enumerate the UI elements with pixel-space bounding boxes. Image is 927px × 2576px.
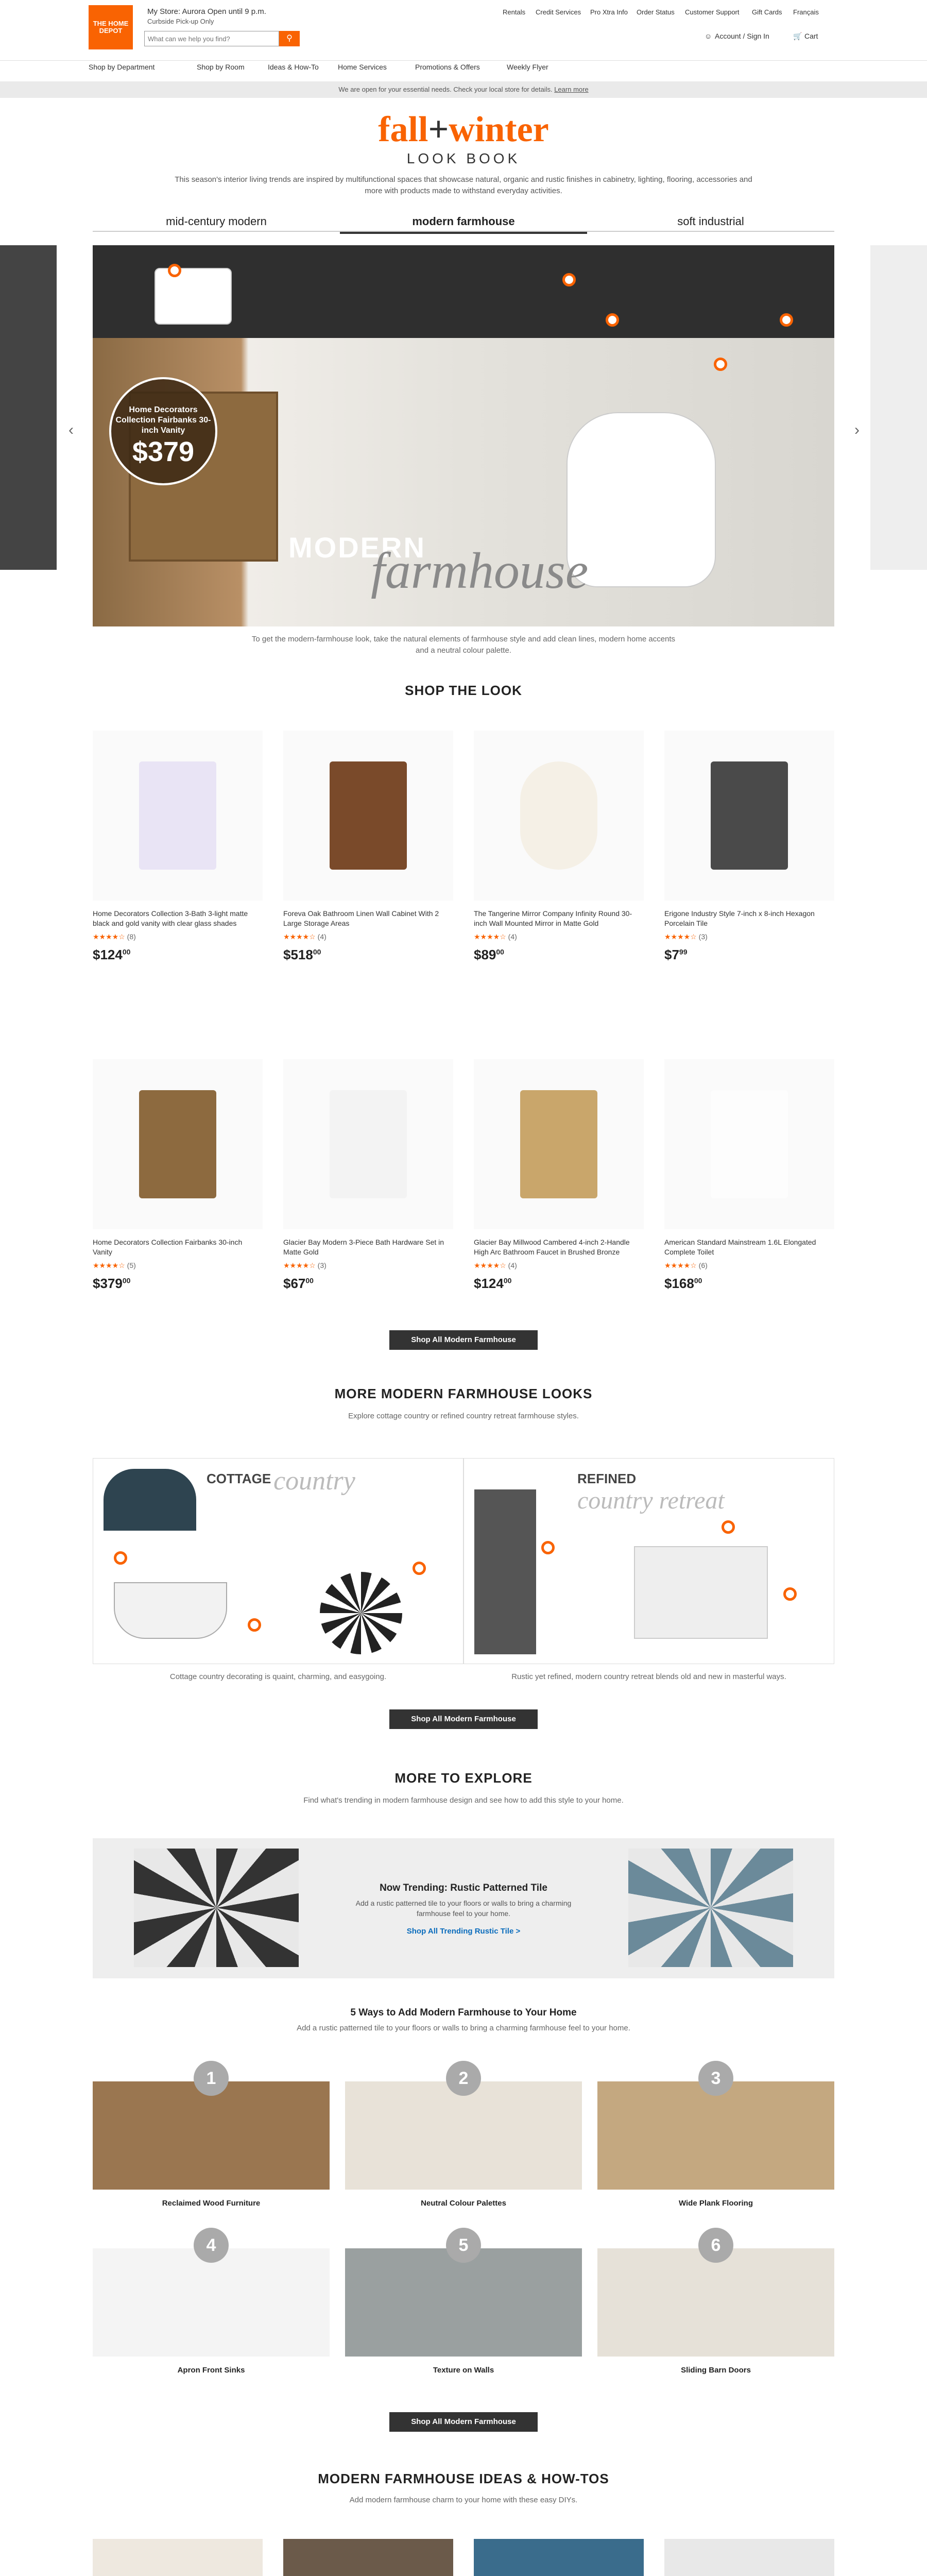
product-price [93, 947, 263, 963]
util-link-pro[interactable]: Pro Xtra Info [590, 8, 628, 16]
ways-subtitle: Add a rustic patterned tile to your floors or walls to bring a charming farmhouse feel to your home. [297, 2024, 630, 2032]
shop-all-button[interactable]: Shop All Modern Farmhouse [389, 1330, 538, 1350]
overlay-farmhouse: farmhouse [371, 542, 589, 599]
product-image[interactable] [474, 1059, 644, 1229]
rating-stars-icon: ★★★★☆ (4) [474, 1261, 517, 1269]
way-image[interactable] [345, 2248, 582, 2357]
explore-title: MORE TO EXPLORE [394, 1770, 533, 1786]
review-count: (4) [317, 933, 327, 941]
hotspot-icon[interactable] [562, 273, 576, 286]
product-price [664, 1276, 834, 1292]
cart-icon[interactable]: 🛒 [793, 32, 802, 40]
step-number: 6 [698, 2228, 733, 2263]
intro-text: This season's interior living trends are inspired by multifunctional spaces that showcase natural, organic and rustic finishes in cabinetry, lighting, flooring, accessories and more with products made to withstand everyday activities. [175, 175, 752, 195]
product-name[interactable]: Foreva Oak Bathroom Linen Wall Cabinet With 2 Large Storage Areas [283, 909, 439, 927]
product-image[interactable] [93, 731, 263, 901]
price-cents: 00 [122, 1276, 131, 1285]
price-dollars: $124 [93, 947, 123, 962]
product-price [474, 947, 644, 963]
title-fall: fall [378, 110, 428, 149]
way-image[interactable] [93, 2248, 330, 2357]
price-dollars: $518 [283, 947, 313, 962]
tab-modern-farmhouse[interactable]: modern farmhouse [340, 211, 587, 234]
price-dollars: $7 [664, 947, 679, 962]
price-cents: 99 [679, 947, 688, 956]
price-dollars: $89 [474, 947, 496, 962]
util-link-support[interactable]: Customer Support [685, 8, 740, 16]
hotspot-icon[interactable] [780, 313, 793, 327]
price-dollars: $67 [283, 1276, 306, 1291]
price-dollars: $168 [664, 1276, 694, 1291]
way-label[interactable]: Wide Plank Flooring [678, 2199, 753, 2208]
hero-sink [154, 268, 232, 325]
look-book-subtitle: LOOK BOOK [406, 150, 521, 166]
product-price [664, 947, 834, 963]
hotspot-icon[interactable] [114, 1551, 127, 1565]
hotspot-icon[interactable] [722, 1520, 735, 1534]
product-image[interactable] [664, 1059, 834, 1229]
way-image[interactable] [597, 2248, 834, 2357]
review-count: (3) [317, 1261, 327, 1269]
bed-image [634, 1546, 768, 1639]
hotspot-icon[interactable] [248, 1618, 261, 1632]
tile-image-right [628, 1849, 793, 1967]
way-label[interactable]: Reclaimed Wood Furniture [162, 2199, 261, 2208]
nav-weekly-flyer[interactable]: Weekly Flyer [507, 63, 548, 71]
fall-winter-title [0, 109, 927, 150]
tab-soft-industrial[interactable]: soft industrial [677, 215, 744, 228]
product-image[interactable] [664, 731, 834, 901]
refined-caption: Rustic yet refined, modern country retreat blends old and new in masterful ways. [511, 1672, 786, 1681]
rating-stars-icon: ★★★★☆ (8) [93, 933, 136, 941]
util-link-order-status[interactable]: Order Status [637, 8, 675, 16]
ideas-title: MODERN FARMHOUSE IDEAS & HOW-TOS [318, 2471, 609, 2486]
product-image[interactable] [283, 1059, 453, 1229]
product-photo [330, 761, 407, 870]
price-dollars: $379 [93, 1276, 123, 1291]
search-input[interactable] [144, 31, 279, 46]
product-name[interactable]: The Tangerine Mirror Company Infinity Round 30-inch Wall Mounted Mirror in Matte Gold [474, 909, 632, 927]
badge-title: Home Decorators Collection Fairbanks 30-inch Vanity [115, 405, 211, 435]
sink-image [114, 1582, 227, 1639]
more-looks-title: MORE MODERN FARMHOUSE LOOKS [334, 1386, 593, 1401]
cart-link[interactable]: Cart [804, 32, 818, 40]
review-count: (4) [508, 1261, 517, 1269]
store-subtext: Curbside Pick-up Only [147, 18, 214, 25]
promo-banner [0, 81, 927, 98]
price-cents: 00 [694, 1276, 702, 1285]
chevron-right-icon[interactable]: › [848, 415, 866, 446]
ideas-subtitle: Add modern farmhouse charm to your home with these easy DIYs. [349, 2496, 578, 2504]
refined-label: REFINED [577, 1471, 637, 1486]
review-count: (4) [508, 933, 517, 941]
badge-price: $379 [132, 436, 195, 467]
search-icon[interactable]: ⚲ [279, 31, 300, 46]
banner-text: Add a rustic patterned tile to your floors or walls to bring a charming farmhouse feel to your home. [355, 1899, 572, 1918]
prev-slide-preview [0, 245, 57, 570]
shop-look-title: SHOP THE LOOK [405, 683, 522, 698]
ways-title: 5 Ways to Add Modern Farmhouse to Your Home [350, 2007, 577, 2018]
tab-mid-century[interactable]: mid-century modern [166, 215, 267, 228]
shop-all-button[interactable]: Shop All Modern Farmhouse [389, 1709, 538, 1729]
idea-image[interactable] [474, 2539, 644, 2576]
product-image[interactable] [283, 731, 453, 901]
product-photo [711, 1090, 788, 1198]
cottage-label: COTTAGE [207, 1471, 271, 1486]
user-icon[interactable]: ☺ [705, 32, 712, 40]
step-number: 5 [446, 2228, 481, 2263]
hotspot-icon[interactable] [714, 358, 727, 371]
hero-price-badge[interactable] [109, 377, 217, 485]
hotspot-icon[interactable] [413, 1562, 426, 1575]
style-tabs [93, 211, 834, 232]
promo-link[interactable]: Learn more [554, 86, 589, 93]
trending-tile-banner[interactable] [93, 1838, 834, 1978]
banner-title: Now Trending: Rustic Patterned Tile [380, 1883, 547, 1893]
step-number: 2 [446, 2061, 481, 2096]
idea-image[interactable] [93, 2539, 263, 2576]
product-name[interactable]: Erigone Industry Style 7-inch x 8-inch Hexagon Porcelain Tile [664, 909, 815, 927]
nav-promotions[interactable]: Promotions & Offers [415, 63, 480, 71]
review-count: (3) [698, 933, 708, 941]
nav-shop-room[interactable]: Shop by Room [197, 63, 245, 71]
way-image[interactable] [345, 2081, 582, 2190]
more-looks-subtitle: Explore cottage country or refined country retreat farmhouse styles. [348, 1412, 579, 1420]
product-photo [330, 1090, 407, 1198]
product-photo [139, 761, 216, 870]
product-image[interactable] [474, 731, 644, 901]
price-dollars: $124 [474, 1276, 504, 1291]
curtain-image [474, 1489, 536, 1654]
idea-image[interactable] [283, 2539, 453, 2576]
explore-subtitle: Find what's trending in modern farmhouse design and see how to add this style to your home. [303, 1796, 624, 1805]
rating-stars-icon: ★★★★☆ (6) [664, 1261, 708, 1269]
nav-ideas[interactable]: Ideas & How-To [268, 63, 319, 71]
util-link-credit[interactable]: Credit Services [536, 8, 581, 16]
hotspot-icon[interactable] [606, 313, 619, 327]
price-cents: 00 [313, 947, 321, 956]
country-label: country [273, 1466, 355, 1496]
tile-image-left [134, 1849, 299, 1967]
nav-home-services[interactable]: Home Services [338, 63, 387, 71]
product-name[interactable]: Home Decorators Collection 3-Bath 3-light matte black and gold vanity with clear glass shades [93, 909, 248, 927]
rating-stars-icon: ★★★★☆ (3) [283, 1261, 327, 1269]
product-name[interactable]: Glacier Bay Modern 3-Piece Bath Hardware Set in Matte Gold [283, 1238, 444, 1256]
price-cents: 00 [305, 1276, 314, 1285]
product-name[interactable]: American Standard Mainstream 1.6L Elongated Complete Toilet [664, 1238, 816, 1256]
product-name[interactable]: Glacier Bay Millwood Cambered 4-inch 2-Handle High Arc Bathroom Faucet in Brushed Bronze [474, 1238, 630, 1256]
site-header [0, 0, 927, 61]
home-depot-logo[interactable]: THE HOME DEPOT [89, 5, 133, 49]
way-label[interactable]: Sliding Barn Doors [681, 2366, 751, 2375]
lamp-image [104, 1469, 196, 1531]
product-price [283, 947, 453, 963]
rating-stars-icon: ★★★★☆ (5) [93, 1261, 136, 1269]
price-cents: 00 [503, 1276, 512, 1285]
price-cents: 00 [122, 947, 131, 956]
product-price [474, 1276, 644, 1292]
review-count: (5) [127, 1261, 136, 1269]
util-link-french[interactable]: Français [793, 8, 819, 16]
next-slide-preview [870, 245, 927, 570]
step-number: 4 [194, 2228, 229, 2263]
country-retreat-label: country retreat [577, 1487, 725, 1514]
way-image[interactable] [93, 2081, 330, 2190]
banner-link[interactable]: Shop All Trending Rustic Tile > [406, 1927, 521, 1936]
review-count: (8) [127, 933, 136, 941]
price-cents: 00 [496, 947, 504, 956]
look-card-refined[interactable] [464, 1458, 834, 1664]
way-label[interactable]: Neutral Colour Palettes [421, 2199, 506, 2208]
idea-image[interactable] [664, 2539, 834, 2576]
my-store[interactable]: My Store: Aurora Open until 9 p.m. [147, 7, 266, 16]
util-link-rentals[interactable]: Rentals [503, 8, 526, 16]
way-image[interactable] [597, 2081, 834, 2190]
nav-shop-department[interactable]: Shop by Department [89, 63, 155, 71]
product-name[interactable]: Home Decorators Collection Fairbanks 30-inch Vanity [93, 1238, 243, 1256]
account-sign-in[interactable]: Account / Sign In [715, 32, 769, 40]
hero-caption: To get the modern-farmhouse look, take the natural elements of farmhouse style and add clean lines, modern home accents and a neutral colour palette. [251, 635, 676, 655]
product-photo [520, 1090, 597, 1198]
hotspot-icon[interactable] [783, 1587, 797, 1601]
way-label[interactable]: Texture on Walls [433, 2366, 494, 2375]
cottage-caption: Cottage country decorating is quaint, charming, and easygoing. [169, 1672, 387, 1681]
product-photo [711, 761, 788, 870]
shop-all-button[interactable]: Shop All Modern Farmhouse [389, 2412, 538, 2432]
review-count: (6) [698, 1261, 708, 1269]
chevron-left-icon[interactable]: ‹ [62, 415, 80, 446]
product-price [283, 1276, 453, 1292]
tile-image [320, 1572, 402, 1654]
hotspot-icon[interactable] [168, 264, 181, 277]
product-photo [520, 761, 597, 870]
way-label[interactable]: Apron Front Sinks [177, 2366, 245, 2375]
rating-stars-icon: ★★★★☆ (4) [474, 933, 517, 941]
hotspot-icon[interactable] [541, 1541, 555, 1554]
rating-stars-icon: ★★★★☆ (3) [664, 933, 708, 941]
step-number: 3 [698, 2061, 733, 2096]
overlay-modern: MODERN [288, 531, 426, 564]
product-image[interactable] [93, 1059, 263, 1229]
rating-stars-icon: ★★★★☆ (4) [283, 933, 327, 941]
product-photo [139, 1090, 216, 1198]
step-number: 1 [194, 2061, 229, 2096]
promo-text: We are open for your essential needs. Check your local store for details. [338, 86, 553, 93]
product-price [93, 1276, 263, 1292]
util-link-gift-cards[interactable]: Gift Cards [752, 8, 782, 16]
look-card-cottage[interactable] [93, 1458, 464, 1664]
title-plus: + [428, 110, 449, 149]
title-winter: winter [449, 110, 549, 149]
